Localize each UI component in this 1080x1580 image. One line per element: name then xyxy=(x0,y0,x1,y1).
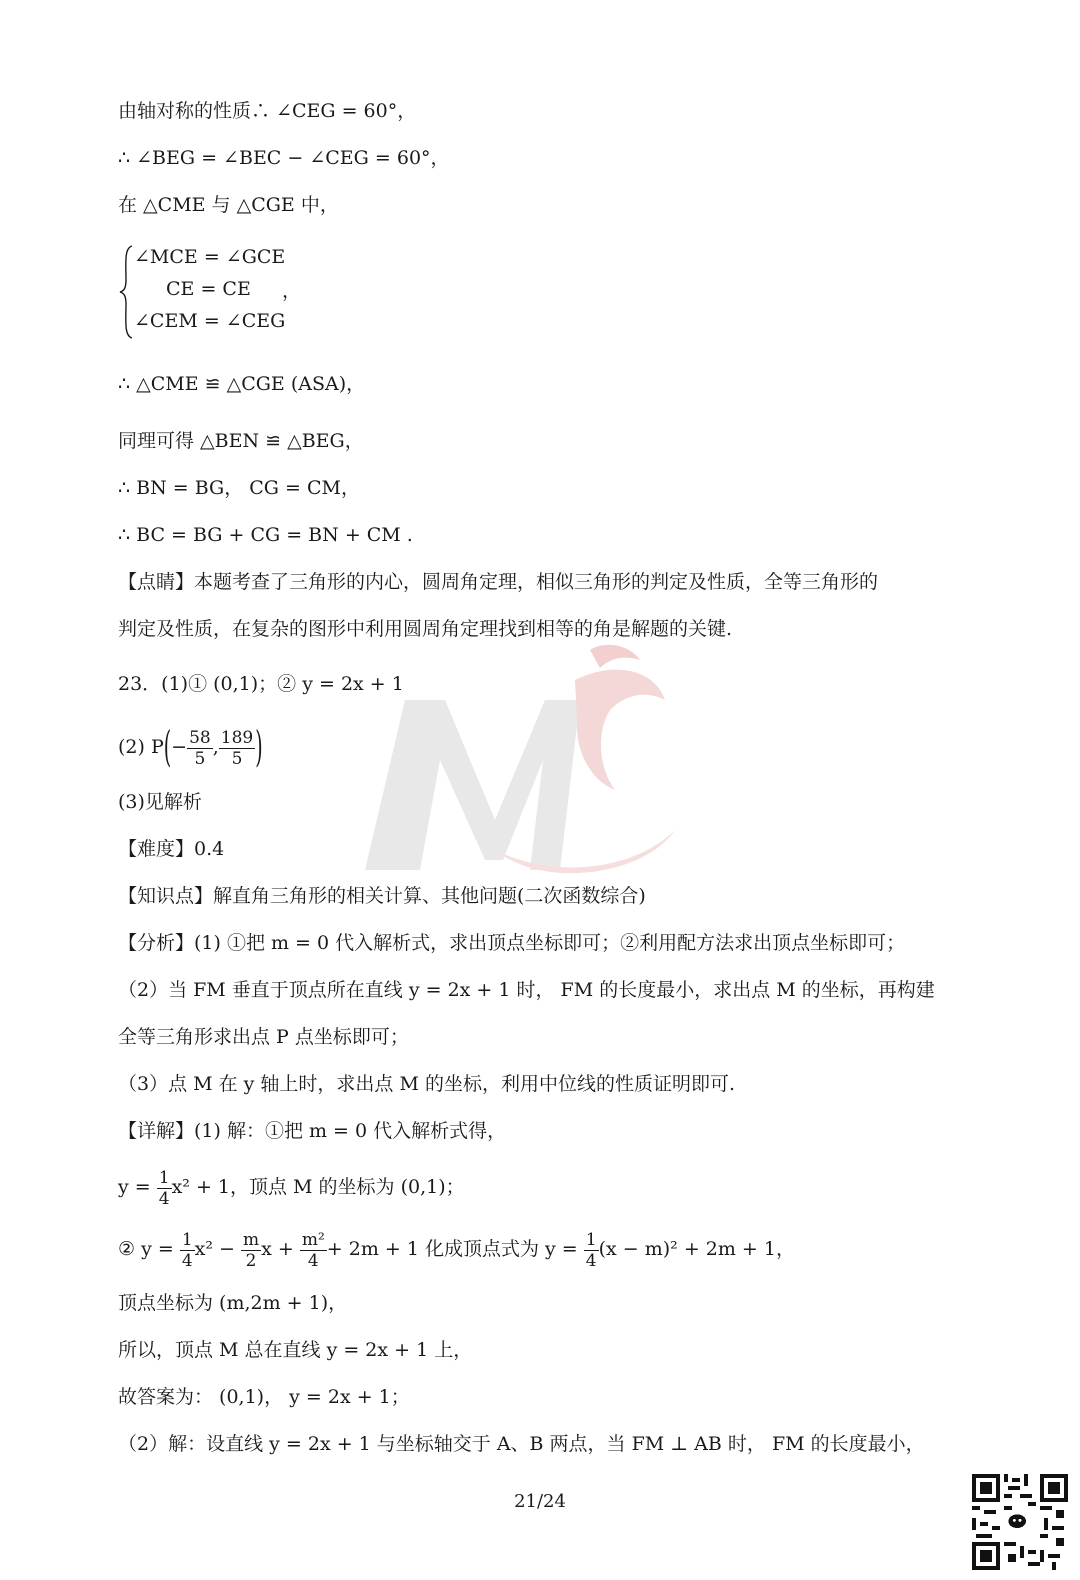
text-line: 同理可得 △BEN ≌ △BEG， xyxy=(118,430,364,452)
paren-close: ) xyxy=(255,723,263,773)
equation-row: ∠CEM = ∠CEG xyxy=(134,310,286,332)
text-line: 顶点坐标为 (m,2m + 1)， xyxy=(118,1292,348,1314)
fraction xyxy=(300,1230,327,1271)
text-line: 故答案为： (0,1)， y = 2x + 1； xyxy=(118,1386,410,1408)
formula-part: + 2m + 1 化成顶点式为 y = xyxy=(326,1238,578,1260)
formula-part: x² + 1，顶点 M 的坐标为 (0,1)； xyxy=(171,1176,465,1198)
qr-code-icon xyxy=(972,1474,1068,1570)
text-line: 由轴对称的性质∴ ∠CEG = 60°， xyxy=(118,100,417,122)
formula-line xyxy=(118,1164,465,1210)
denominator: 4 xyxy=(307,1250,319,1271)
formula-part: x² − xyxy=(194,1238,235,1260)
formula-part: x + xyxy=(261,1238,294,1260)
text-line: （2）解：设直线 y = 2x + 1 与坐标轴交于 A、B 两点，当 FM ⊥ AB 时， FM 的长度最小， xyxy=(118,1433,925,1455)
text-line: 全等三角形求出点 P 点坐标即可； xyxy=(118,1026,409,1048)
text-line: （2）当 FM 垂直于顶点所在直线 y = 2x + 1 时， FM 的长度最小，求出点 M 的坐标，再构建 xyxy=(118,979,935,1001)
text-line: 所以，顶点 M 总在直线 y = 2x + 1 上， xyxy=(118,1339,473,1361)
text-line: 【点睛】本题考查了三角形的内心，圆周角定理，相似三角形的判定及性质，全等三角形的 xyxy=(118,571,879,593)
answer-line xyxy=(118,722,263,773)
answer-line: (3)见解析 xyxy=(118,791,202,813)
denominator: 4 xyxy=(181,1250,193,1271)
fraction xyxy=(187,728,213,769)
formula-line xyxy=(118,1226,795,1272)
fraction xyxy=(584,1230,599,1271)
equation-comma: ， xyxy=(282,280,302,302)
text-line: 【知识点】解直角三角形的相关计算、其他问题(二次函数综合) xyxy=(118,885,646,907)
formula-part: (x − m)² + 2m + 1， xyxy=(598,1238,795,1260)
page-number: 21/24 xyxy=(514,1491,566,1512)
fraction xyxy=(180,1230,195,1271)
denominator: 5 xyxy=(194,748,206,769)
numerator: m xyxy=(243,1229,260,1250)
denominator: 4 xyxy=(158,1188,170,1209)
numerator: m² xyxy=(301,1229,325,1250)
numerator: 1 xyxy=(181,1229,193,1250)
text-line: （3）点 M 在 y 轴上时，求出点 M 的坐标，利用中位线的性质证明即可. xyxy=(118,1073,736,1095)
minus-sign: − xyxy=(171,736,188,758)
text-line: ∴ △CME ≌ △CGE (ASA)， xyxy=(118,373,366,395)
text-line: ∴ BC = BG + CG = BN + CM . xyxy=(118,524,413,546)
denominator: 2 xyxy=(245,1250,257,1271)
equation-row: CE = CE xyxy=(166,278,251,300)
text-line: ∴ BN = BG， CG = CM， xyxy=(118,477,360,499)
separator: , xyxy=(212,736,219,758)
text-line: ∴ ∠BEG = ∠BEC − ∠CEG = 60°， xyxy=(118,147,450,169)
numerator: 1 xyxy=(158,1167,170,1188)
denominator: 4 xyxy=(585,1250,597,1271)
text-line: 在 △CME 与 △CGE 中， xyxy=(118,194,339,216)
paren-open: ( xyxy=(163,723,172,773)
formula-part: ② y = xyxy=(118,1238,174,1260)
numerator: 1 xyxy=(585,1229,597,1250)
text-line: 【难度】0.4 xyxy=(118,838,225,860)
text-line: 判定及性质，在复杂的图形中利用圆周角定理找到相等的角是解题的关键. xyxy=(118,618,733,640)
fraction xyxy=(241,1230,261,1271)
numerator: 58 xyxy=(189,727,211,748)
text-line: 【详解】(1) 解：①把 m = 0 代入解析式得， xyxy=(118,1120,507,1142)
answer-line: 23．(1)① (0,1)；② y = 2x + 1 xyxy=(118,673,404,695)
fraction xyxy=(219,728,255,769)
fraction xyxy=(157,1168,172,1209)
denominator: 5 xyxy=(231,748,243,769)
answer-label: (2) P xyxy=(118,736,164,758)
numerator: 189 xyxy=(220,727,254,748)
formula-part: y = xyxy=(118,1176,151,1198)
text-line: 【分析】(1) ①把 m = 0 代入解析式，求出顶点坐标即可；②利用配方法求出顶点坐标即可； xyxy=(118,932,906,954)
equation-row: ∠MCE = ∠GCE xyxy=(134,246,286,268)
